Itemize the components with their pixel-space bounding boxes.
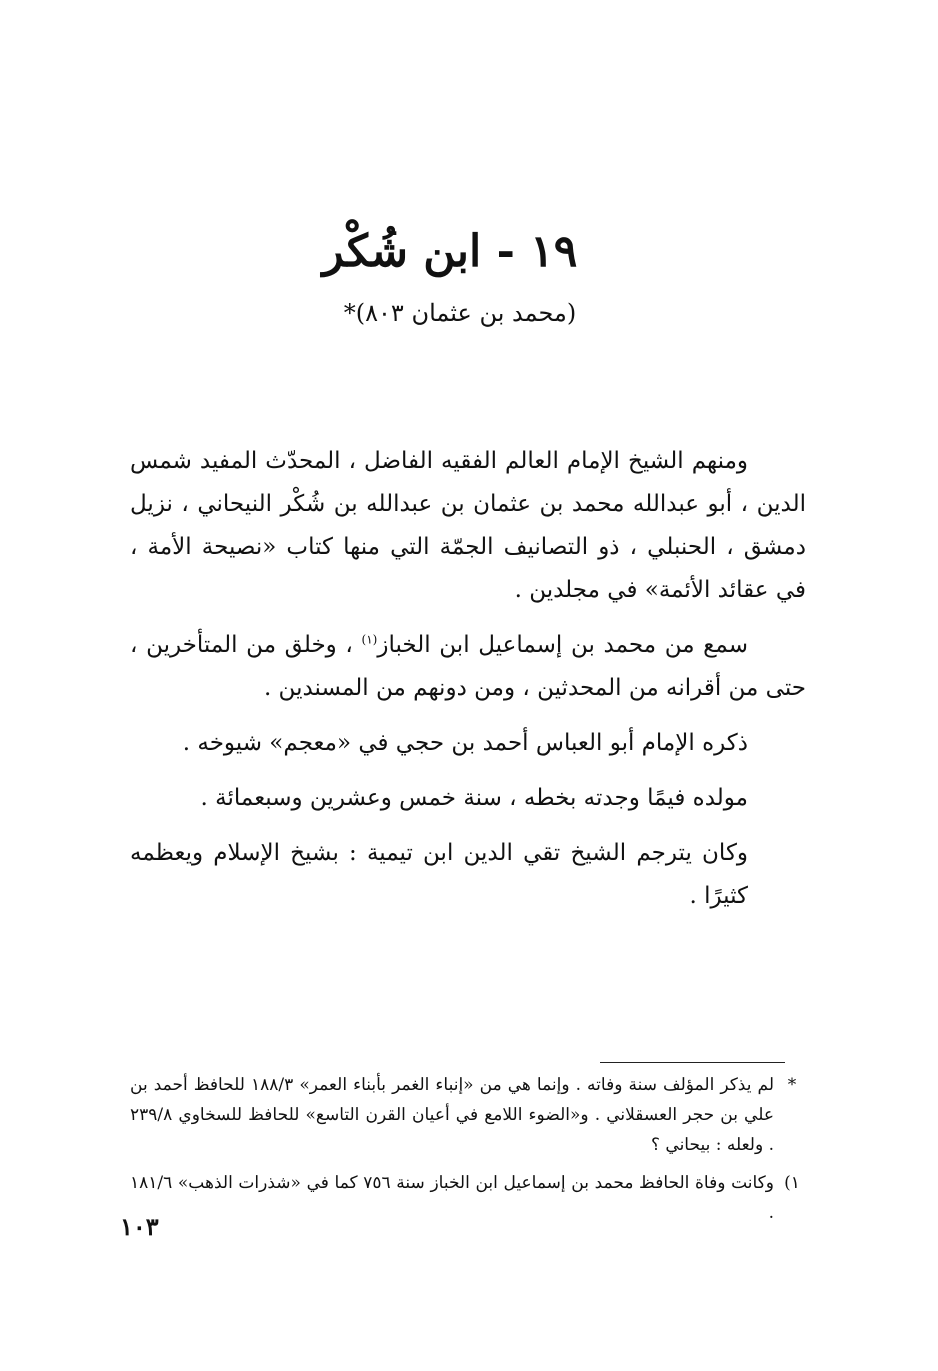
chapter-title: ١٩ - ابن شُكْر <box>322 226 578 277</box>
footnote-marker: ١) <box>784 1173 800 1193</box>
footnote-marker: * <box>787 1075 797 1095</box>
footnote-reference: (١) <box>361 632 378 647</box>
paragraph-teachers-part1: سمع من محمد بن إسماعيل ابن الخباز <box>377 632 748 658</box>
footnotes <box>130 1070 806 1236</box>
footnote-text: وكانت وفاة الحافظ محمد بن إسماعيل ابن الخباز سنة ٧٥٦ كما في «شذرات الذهب» ١٨١/٦ . <box>130 1173 774 1223</box>
paragraph-birth: مولده فيمًا وجدته بخطه ، سنة خمس وعشرين وسبعمائة . <box>200 785 748 811</box>
chapter-subtitle: (محمد بن عثمان ٨٠٣)* <box>343 299 577 327</box>
page-number: ١٠٣ <box>120 1212 159 1241</box>
paragraph-teachers-part2: ، وخلق من المتأخرين ، حتى من أقرانه من المحدثين ، ومن دونهم من المسندين . <box>130 632 806 701</box>
paragraph-intro: ومنهم الشيخ الإمام العالم الفقيه الفاضل ، المحدّث المفيد شمس الدين ، أبو عبدالله محمد بن عثمان بن عبدالله بن شُكْر النيحاني ، نزيل دمشق ، الحنبلي ، ذو التصانيف الجمّة التي منها كتاب «نصيحة الأمة ، في عقائد الأئمة» في مجلدين . <box>130 448 806 603</box>
body-text <box>130 440 806 930</box>
paragraph-mention: ذكره الإمام أبو العباس أحمد بن حجي في «معجم» شيوخه . <box>182 730 748 756</box>
footnote-text: لم يذكر المؤلف سنة وفاته . وإنما هي من «إنباء الغمر بأبناء العمر» ١٨٨/٣ للحافظ أحمد بن علي بن حجر العسقلاني . و«الضوء اللامع في أعيان القرن التاسع» للحافظ للسخاوي ٢٣٩/٨ . ولعله : بيحاني ؟ <box>130 1075 774 1155</box>
paragraph-ibn-taymiyya: وكان يترجم الشيخ تقي الدين ابن تيمية : بشيخ الإسلام ويعظمه كثيرًا . <box>130 840 748 909</box>
paragraph-teachers <box>130 624 806 710</box>
footnote-1 <box>130 1168 806 1228</box>
footnote-star <box>130 1070 806 1160</box>
footnote-divider <box>600 1062 785 1063</box>
